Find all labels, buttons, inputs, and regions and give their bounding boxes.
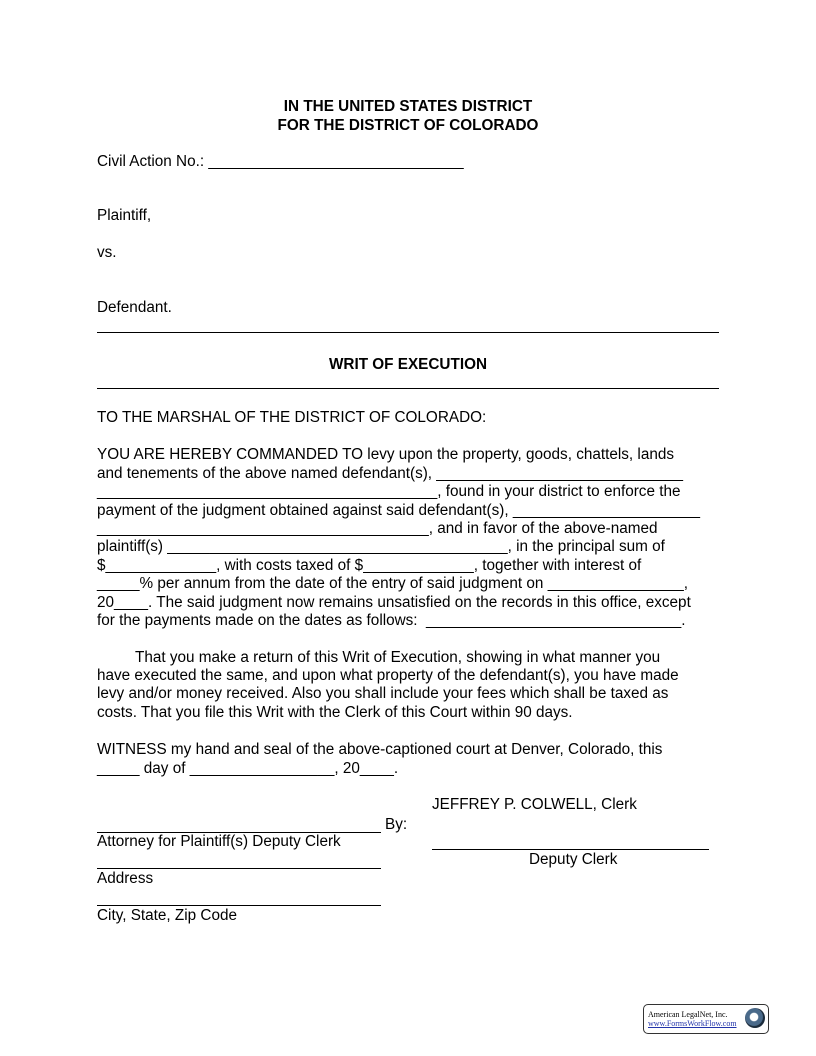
- deputy-clerk-signature-line[interactable]: [432, 849, 709, 850]
- command-line[interactable]: $_____________, with costs taxed of $_____________, together with interest of: [97, 557, 642, 574]
- command-line[interactable]: for the payments made on the dates as follows: ______________________________.: [97, 612, 686, 629]
- civil-action-field[interactable]: Civil Action No.: ______________________________: [97, 153, 464, 170]
- return-line: costs. That you file this Writ with the Clerk of this Court within 90 days.: [97, 704, 573, 721]
- command-line[interactable]: ________________________________________, found in your district to enforce the: [97, 483, 681, 500]
- command-line[interactable]: payment of the judgment obtained against said defendant(s), ______________________: [97, 502, 701, 519]
- defendant-label: Defendant.: [97, 299, 172, 316]
- command-line[interactable]: plaintiff(s) ________________________________________, in the principal sum of: [97, 538, 665, 555]
- clerk-name: JEFFREY P. COLWELL, Clerk: [432, 796, 637, 813]
- plaintiff-label: Plaintiff,: [97, 207, 152, 224]
- badge-url-link[interactable]: www.FormsWorkFlow.com: [648, 1019, 737, 1028]
- return-line: levy and/or money received. Also you shall include your fees which shall be taxed as: [97, 685, 669, 702]
- globe-logo-icon: [745, 1008, 765, 1028]
- address-line[interactable]: [97, 868, 381, 869]
- court-header-line1: IN THE UNITED STATES DISTRICT: [283, 98, 533, 115]
- return-line: That you make a return of this Writ of Execution, showing in what manner you: [97, 649, 661, 666]
- divider: [97, 388, 719, 389]
- city-state-zip-label: City, State, Zip Code: [97, 907, 237, 924]
- command-line[interactable]: _______________________________________, and in favor of the above-named: [97, 520, 658, 537]
- return-line: have executed the same, and upon what property of the defendant(s), you have made: [97, 667, 679, 684]
- badge-company: American LegalNet, Inc.: [648, 1010, 728, 1019]
- command-line[interactable]: 20____. The said judgment now remains unsatisfied on the records in this office, except: [97, 594, 691, 611]
- address-label: Address: [97, 870, 154, 887]
- witness-line: WITNESS my hand and seal of the above-captioned court at Denver, Colorado, this: [97, 741, 663, 758]
- command-line: YOU ARE HEREBY COMMANDED TO levy upon the property, goods, chattels, lands: [97, 446, 674, 463]
- command-line[interactable]: _____% per annum from the date of the entry of said judgment on ________________,: [97, 575, 689, 592]
- command-line[interactable]: and tenements of the above named defendant(s), _____________________________: [97, 465, 684, 482]
- vs-label: vs.: [97, 244, 117, 261]
- by-label: By:: [385, 816, 408, 833]
- court-header-line2: FOR THE DISTRICT OF COLORADO: [277, 117, 539, 134]
- document-title: WRIT OF EXECUTION: [328, 356, 488, 373]
- deputy-clerk-label: Deputy Clerk: [529, 851, 618, 868]
- attorney-label: Attorney for Plaintiff(s) Deputy Clerk: [97, 833, 341, 850]
- americanlegalnet-badge[interactable]: [643, 1004, 769, 1034]
- witness-date-line[interactable]: _____ day of _________________, 20____.: [97, 760, 399, 777]
- addressee: TO THE MARSHAL OF THE DISTRICT OF COLORADO:: [97, 409, 487, 426]
- divider: [97, 332, 719, 333]
- city-state-zip-line[interactable]: [97, 905, 381, 906]
